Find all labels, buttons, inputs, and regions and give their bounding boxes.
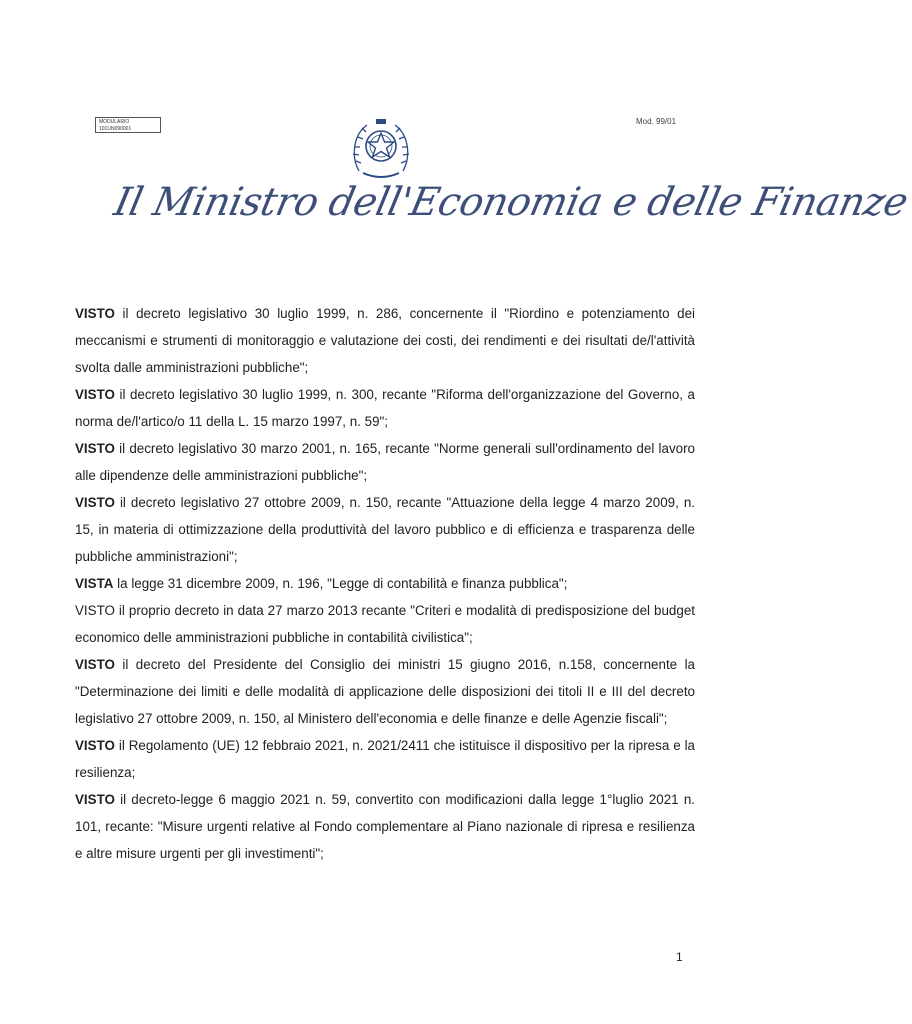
paragraph: [75, 300, 695, 381]
paragraph-lead: VISTO: [75, 387, 115, 402]
paragraph-lead: VISTO: [75, 495, 115, 510]
paragraph-lead: VISTO: [75, 306, 115, 321]
paragraph: [75, 732, 695, 786]
paragraph-lead: VISTO: [75, 738, 115, 753]
paragraph-text: VISTO il proprio decreto in data 27 marzo 2013 recante "Criteri e modalità di predisposizione del budget economico delle amministrazioni pubbliche in contabilità civilistica";: [75, 603, 695, 645]
paragraph-text: il decreto legislativo 30 luglio 1999, n. 286, concernente il "Riordino e potenziamento dei meccanismi e strumenti di monitoraggio e valutazione dei costi, dei rendimenti e dei risultati de/l'attività svolta dalle amministrazioni pubbliche";: [75, 306, 695, 375]
paragraph: [75, 651, 695, 732]
paragraph-text: il Regolamento (UE) 12 febbraio 2021, n. 2021/2411 che istituisce il dispositivo per la ripresa e la resilienza;: [75, 738, 695, 780]
modulario-label: MODULARIO: [99, 119, 130, 125]
paragraph-lead: VISTO: [75, 657, 115, 672]
paragraph: [75, 435, 695, 489]
paragraph: [75, 381, 695, 435]
paragraph-text: il decreto-legge 6 maggio 2021 n. 59, convertito con modificazioni dalla legge 1°luglio 2021 n. 101, recante: "Misure urgenti relative al Fondo complementare al Piano nazionale di ripresa e resilienza e altre misure urgenti per gli investimenti";: [75, 792, 695, 861]
paragraph: [75, 597, 695, 651]
modulario-box: [95, 117, 161, 133]
republic-emblem-icon: [349, 113, 413, 185]
paragraph-text: il decreto del Presidente del Consiglio dei ministri 15 giugno 2016, n.158, concernente la "Determinazione dei limiti e delle modalità di applicazione delle disposizioni dei titoli II e III del decreto legislativo 27 ottobre 2009, n. 150, al Ministero dell'economia e delle finanze e delle Agenzie fiscali";: [75, 657, 695, 726]
document-body: [75, 300, 695, 867]
mod-label: Mod. 99/01: [636, 117, 677, 126]
paragraph-lead: VISTO: [75, 792, 115, 807]
ministry-title: Il Ministro dell'Economia e delle Finanze: [110, 180, 912, 225]
paragraph-text: il decreto legislativo 30 luglio 1999, n. 300, recante "Riforma dell'organizzazione del Governo, a norma de/l'artico/o 11 della L. 15 marzo 1997, n. 59";: [75, 387, 695, 429]
paragraph: [75, 489, 695, 570]
paragraph-text: la legge 31 dicembre 2009, n. 196, "Legge di contabilità e finanza pubblica";: [113, 576, 568, 591]
paragraph-lead: VISTA: [75, 576, 114, 591]
paragraph-lead: VISTO: [75, 441, 115, 456]
paragraph: [75, 786, 695, 867]
modulario-code: 101UN090001: [99, 125, 132, 132]
paragraph: [75, 570, 695, 597]
paragraph-text: il decreto legislativo 27 ottobre 2009, n. 150, recante "Attuazione della legge 4 marzo 2009, n. 15, in materia di ottimizzazione della produttività del lavoro pubblico e di efficienza e trasparenza delle pubbliche amministrazioni";: [75, 495, 695, 564]
paragraph-text: il decreto legislativo 30 marzo 2001, n. 165, recante "Norme generali sull'ordinamento del lavoro alle dipendenze delle amministrazioni pubbliche";: [75, 441, 695, 483]
page-number: 1: [676, 950, 683, 964]
